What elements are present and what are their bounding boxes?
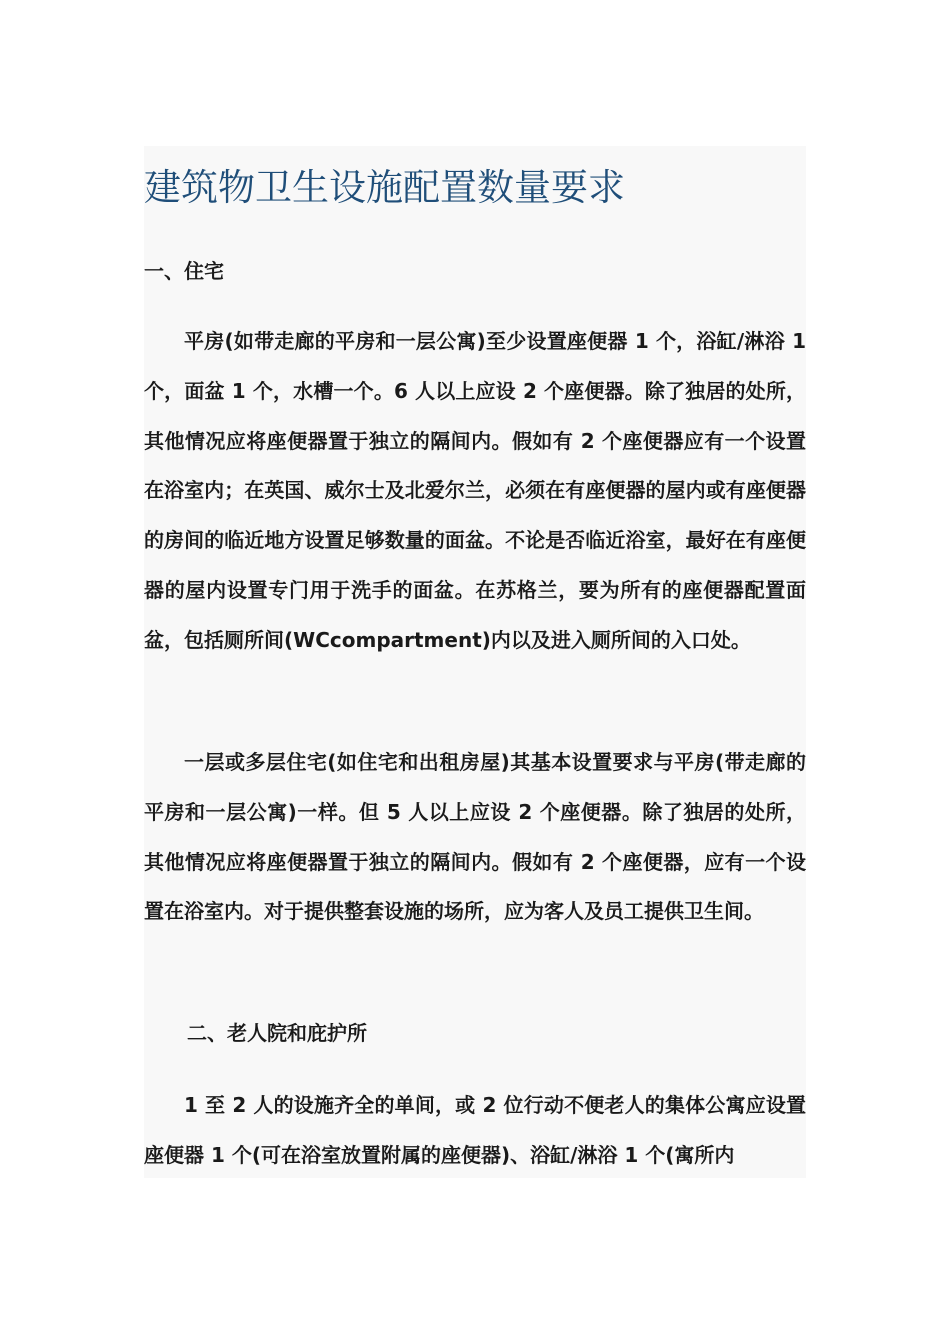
paragraph-bungalow: 平房(如带走廊的平房和一层公寓)至少设置座便器 1 个，浴缸/淋浴 1 个，面盆 1 个，水槽一个。6 人以上应设 2 个座便器。除了独居的处所，其他情况应将座便器置于独立的隔间内。假如有 2 个座便器应有一个设置在浴室内；在英国、威尔士及北爱尔兰，必须在有座便器的屋内或有座便器的房间的临近地方设置足够数量的面盆。不论是否临近浴室，最好在有座便器的屋内设置专门用于洗手的面盆。在苏格兰，要为所有的座便器配置面盆，包括厕所间(WCcompartment)内以及进入厕所间的入口处。 <box>144 329 806 652</box>
section-heading-elderly-homes: 二、老人院和庇护所 <box>187 1021 367 1045</box>
section-heading-residential: 一、住宅 <box>144 259 224 283</box>
paragraph-elderly-units: 1 至 2 人的设施齐全的单间，或 2 位行动不便老人的集体公寓应设置座便器 1 个(可在浴室放置附属的座便器)、浴缸/淋浴 1 个(寓所内 <box>144 1093 806 1167</box>
document-title: 建筑物卫生设施配置数量要求 <box>144 166 625 209</box>
document-page <box>144 146 806 1178</box>
paragraph-multi-storey: 一层或多层住宅(如住宅和出租房屋)其基本设置要求与平房(带走廊的平房和一层公寓)一样。但 5 人以上应设 2 个座便器。除了独居的处所，其他情况应将座便器置于独立的隔间内。假如有 2 个座便器，应有一个设置在浴室内。对于提供整套设施的场所，应为客人及员工提供卫生间。 <box>144 750 806 924</box>
